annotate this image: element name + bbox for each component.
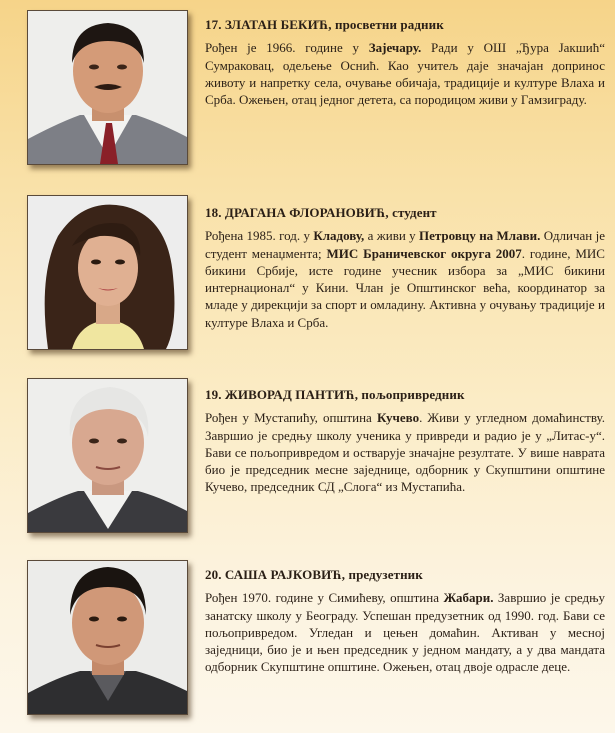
portrait-photo-18 [27,195,188,350]
portrait-photo-19 [27,378,188,533]
bio-block-19 [205,386,605,496]
bio-block-20 [205,566,605,676]
portrait-photo-20 [27,560,188,715]
bio-heading: 18. ДРАГАНА ФЛОРАНОВИЋ, студент [205,205,437,220]
bio-text: Рођен 1970. године у Симићеву, општина Жабари. Завршио је средњу занатску школу у Београду. Успешан предузетник од 1990. год. Бави се пољопривредом. Угледан и цењен домаћин. Активан у месној заједници, био је и њен председник у једном мандату, а у два мандата одборник Скупштине општине. Ожењен, отац двоје одрасле деце. [205,590,605,675]
bio-heading: 20. САША РАЈКОВИЋ, предузетник [205,567,423,582]
bio-block-17 [205,16,605,108]
bio-text: Рођен у Мустапићу, општина Кучево. Живи у угледном домаћинству. Завршио је средњу школу ученика у привреди и радио је у „Литас-у“. Бави се пољопривредом и остварује значајне резултате. У више наврата био је председник месне заједнице, одборник у Скупштини општине Кучево, председник СД „Слога“ из Мустапића. [205,410,605,495]
bio-heading: 17. ЗЛАТАН БЕКИЋ, просветни радник [205,17,444,32]
portrait-photo-17 [27,10,188,165]
bio-text: Рођена 1985. год. у Кладову, а живи у Петровцу на Млави. Одличан је студент менаџмента; МИС Браничевског округа 2007. године, МИС бикини Србије, исте године учесник избора за „МИС бикини интернационал“ у Кини. Члан је Општинског већа, координатор за младе у дирекцији за спорт и омладину. Активна у очувању традиције и културе Влаха и Срба. [205,228,605,330]
bio-block-18 [205,204,605,331]
bio-text: Рођен је 1966. године у Зајечару. Ради у ОШ „Ђура Јакшић“ Сумраковац, одељење Осниħ. Као учитељ даје значајан допринос животу и напретку села, очување обичаја, традиције и културе Влаха и Срба. Ожењен, отац једног детета, са породицом живи у Гамзиграду. [205,40,605,108]
bio-heading: 19. ЖИВОРАД ПАНТИЋ, пољопривредник [205,387,465,402]
